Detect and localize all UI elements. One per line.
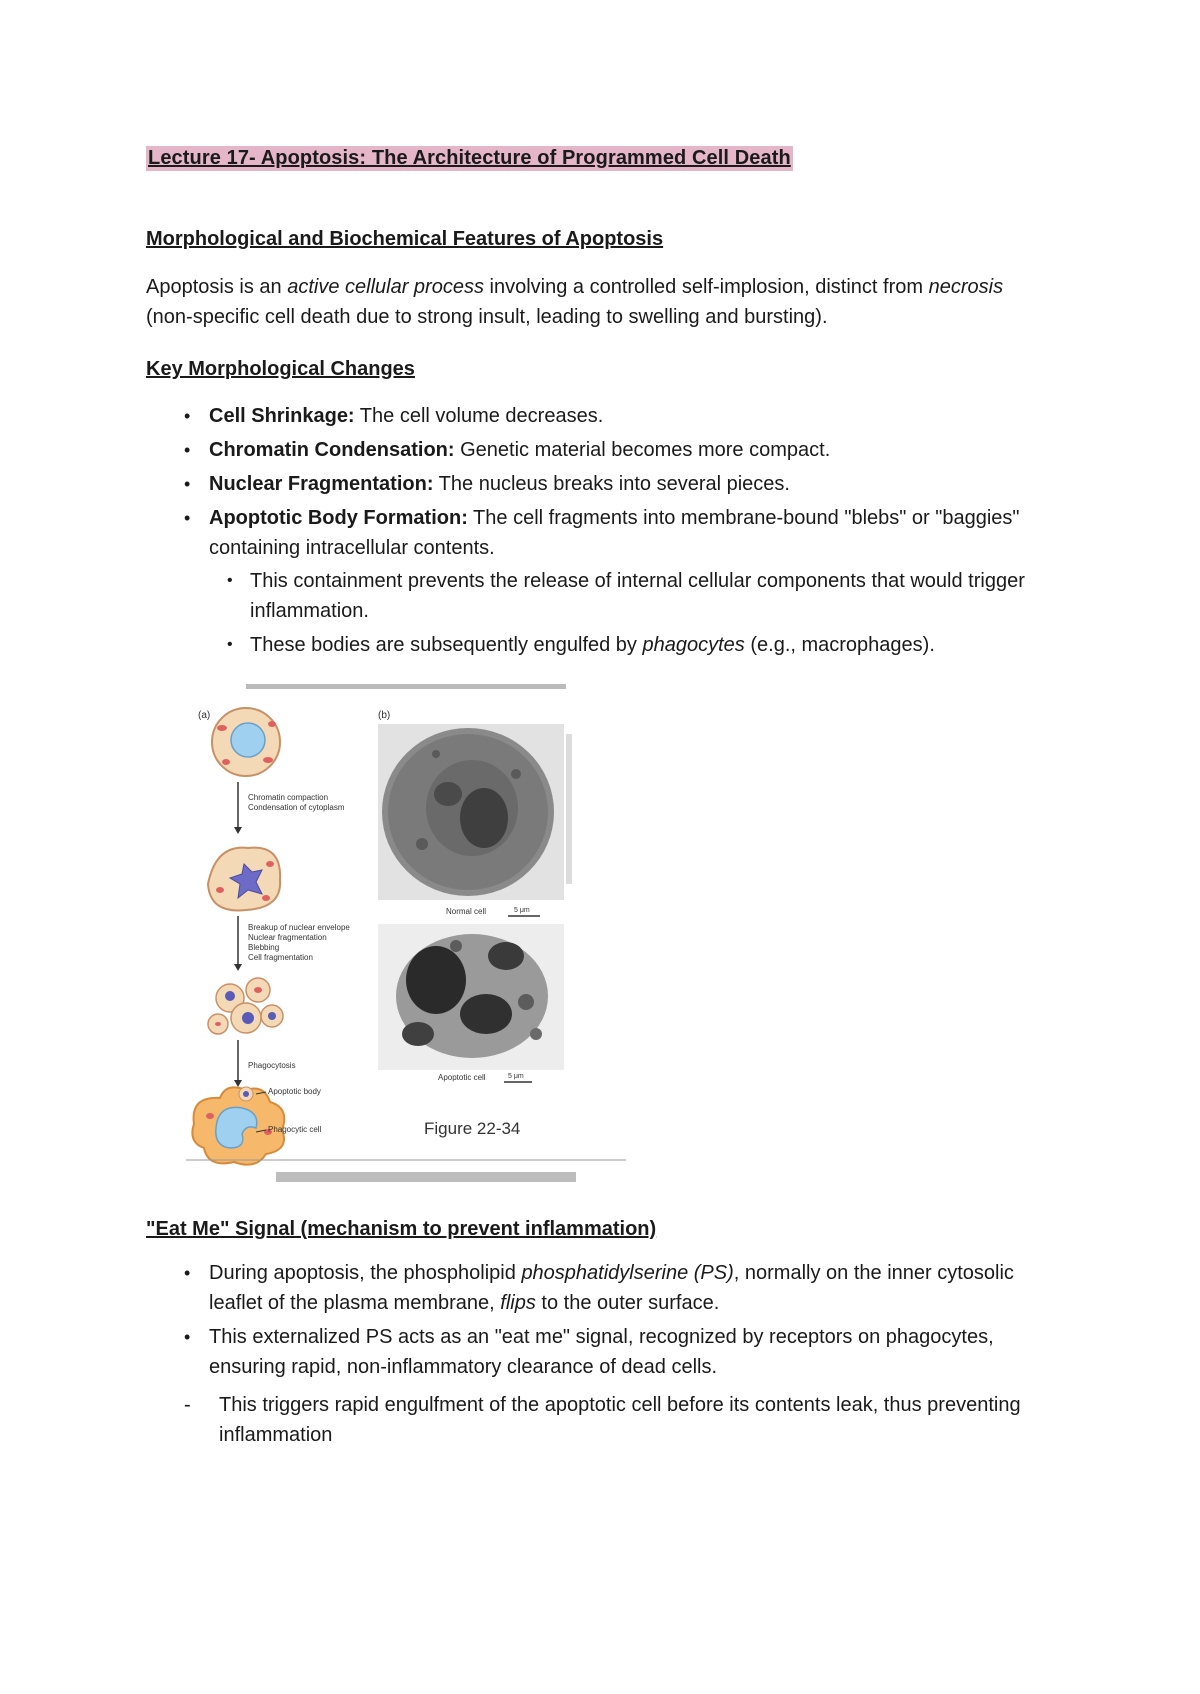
list-item [146,435,1066,465]
apoptotic-cell-label: Apoptotic cell [438,1073,486,1082]
scale-bar-2: 5 μm [508,1073,524,1080]
intro-text-2: involving a controlled self-implosion, distinct from [483,276,929,298]
item-text: The cell volume decreases. [354,405,604,427]
list-item [146,469,1066,499]
intro-text-3: (non-specific cell death due to strong insult, leading to swelling and bursting). [146,306,828,328]
item-term: Chromatin Condensation: [209,439,455,461]
dash-item [146,1390,1099,1450]
item-term: Apoptotic Body Formation: [209,507,468,529]
step2-label-2: Nuclear fragmentation [248,933,327,942]
section-heading-morphological: Key Morphological Changes [146,358,415,380]
list-item [146,401,1066,431]
step1-label-1: Chromatin compaction [248,793,329,802]
eat-me-list [146,1258,1066,1386]
item-italic: flips [500,1292,536,1314]
dash-text: This triggers rapid engulfment of the apoptotic cell before its contents leak, thus preventing inflammation [219,1394,1021,1446]
item-text: to the outer surface. [535,1292,720,1314]
sub-list-item: • This containment prevents the release of internal cellular components that would trigger inflammation. [209,566,1066,626]
item-text: During apoptosis, the phospholipid [209,1262,522,1284]
list-item [146,503,1066,660]
item-text: , normally on the inner cytosolic leaflet of the plasma membrane, [209,1262,1014,1314]
page-title: Lecture 17- Apoptosis: The Architecture of Programmed Cell Death [148,147,791,169]
item-text: The cell fragments into membrane-bound "blebs" or "baggies" containing intracellular contents. [209,507,1020,559]
normal-cell-label: Normal cell [446,907,487,916]
fragmented-cell-drawing [208,978,283,1034]
step1-label-2: Condensation of cytoplasm [248,803,345,812]
panel-b-label: (b) [378,710,391,721]
item-term: Cell Shrinkage: [209,405,355,427]
section-heading-eat-me: "Eat Me" Signal (mechanism to prevent inflammation) [146,1218,657,1240]
morphological-changes-list [146,401,1066,664]
sub-text: These bodies are subsequently engulfed by [250,634,643,656]
intro-paragraph [146,272,1046,332]
step2-label-3: Blebbing [248,943,280,952]
scale-bar-1: 5 μm [514,907,530,914]
item-term: Nuclear Fragmentation: [209,473,434,495]
list-item [146,1258,1066,1318]
phagocytic-cell-label: Phagocytic cell [268,1125,322,1134]
step3-label: Phagocytosis [248,1061,296,1070]
dash-marker: - [184,1394,191,1416]
figure-caption: Figure 22-34 [424,1119,521,1138]
cropped-text-top [246,684,566,689]
sub-text: (e.g., macrophages). [744,634,935,656]
normal-cell-micrograph [378,724,572,900]
step2-label-4: Cell fragmentation [248,953,313,962]
intro-italic-1: active cellular process [287,276,484,298]
apoptotic-cell-micrograph [378,924,564,1070]
item-italic: phosphatidylserine (PS) [521,1262,734,1284]
intro-text-1: Apoptosis is an [146,276,288,298]
cropped-text-bottom [276,1172,576,1182]
sub-italic: phagocytes [642,634,745,656]
sub-list-item [209,630,1066,660]
normal-cell-drawing [212,708,280,776]
item-text: The nucleus breaks into several pieces. [433,473,790,495]
intro-italic-2: necrosis [928,276,1004,298]
sub-list [209,566,1066,660]
apoptotic-body-label: Apoptotic body [268,1087,321,1096]
condensed-cell-drawing [208,848,280,911]
section-heading-features: Morphological and Biochemical Features of Apoptosis [146,228,664,250]
step2-label-1: Breakup of nuclear envelope [248,923,350,932]
apoptosis-figure [186,684,626,1184]
item-text: Genetic material becomes more compact. [454,439,831,461]
list-item: • This externalized PS acts as an "eat me" signal, recognized by receptors on phagocytes, ensuring rapid, non-inflammatory clearance of dead cells. [146,1322,1066,1382]
panel-a-label: (a) [198,710,211,721]
